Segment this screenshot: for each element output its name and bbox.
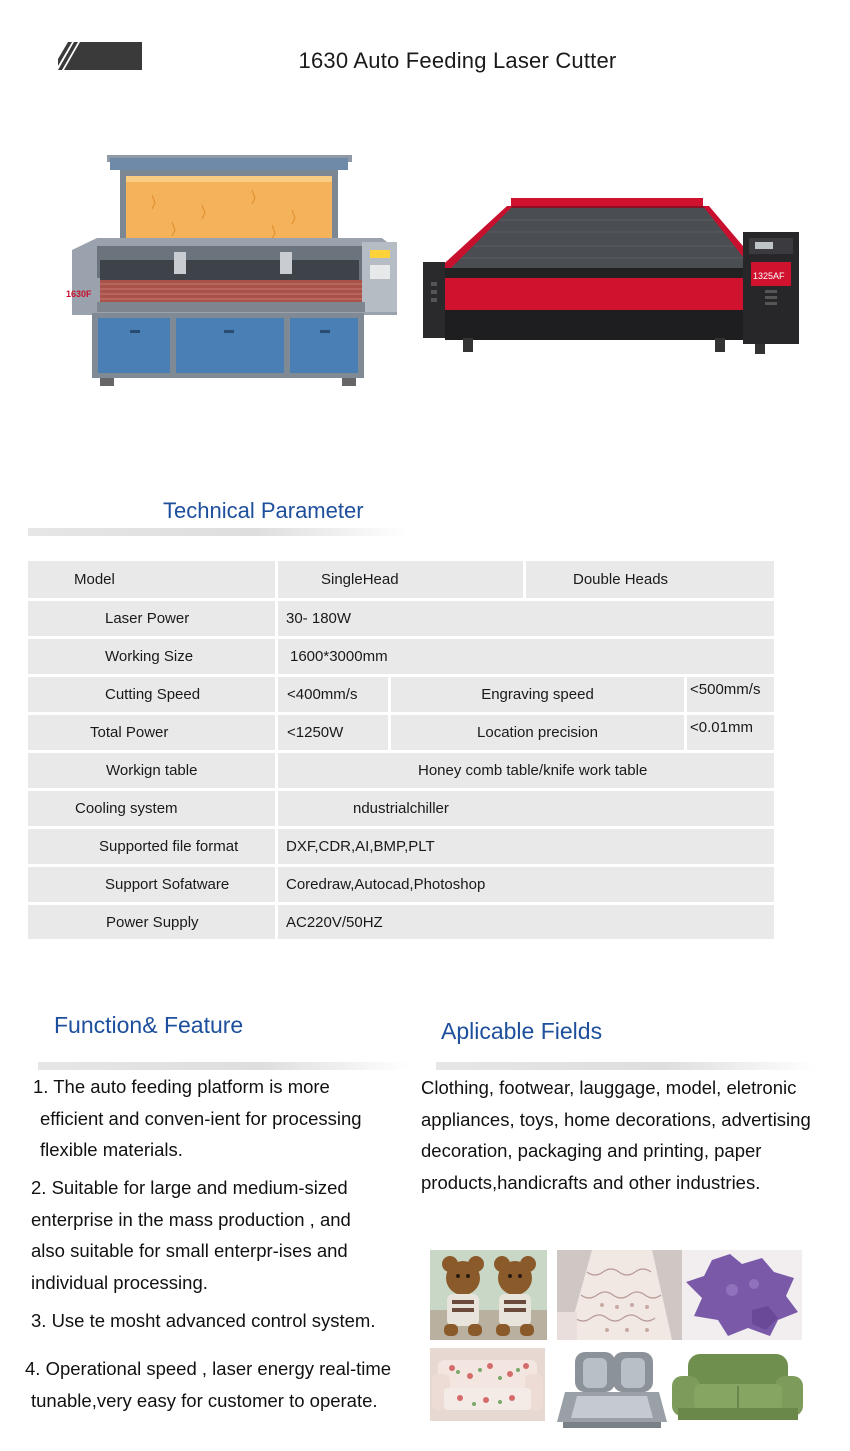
table-cell-label: Total Power	[28, 715, 275, 750]
table-cell-label: Engraving speed	[391, 677, 684, 712]
feature-item-4: 4. Operational speed , laser energy real-time tunable,very easy for customer to operate.	[25, 1358, 392, 1411]
table-cell-value: Double Heads	[526, 561, 774, 598]
spec-table	[28, 561, 774, 939]
table-cell-value: Honey comb table/knife work table	[278, 753, 774, 788]
table-cell-value: ndustrialchiller	[278, 791, 774, 826]
function-feature-rule	[38, 1062, 410, 1070]
table-cell-label: Power Supply	[28, 905, 275, 939]
table-cell-value: <500mm/s	[687, 677, 774, 712]
applicable-fields-heading: Aplicable Fields	[441, 1018, 603, 1044]
table-cell-value: <400mm/s	[278, 677, 388, 712]
page-title: 1630 Auto Feeding Laser Cutter	[298, 48, 617, 73]
function-feature-heading: Function& Feature	[54, 1012, 244, 1038]
table-cell-value: Coredraw,Autocad,Photoshop	[278, 867, 774, 902]
feature-item-1: 1. The auto feeding platform is more efficient and conven-ient for processing flexible materials.	[33, 1076, 362, 1160]
table-cell-value: 30- 180W	[278, 601, 774, 636]
applicable-fields-rule	[436, 1062, 816, 1070]
table-cell-label: Cutting Speed	[28, 677, 275, 712]
table-cell-label: Support Sofatware	[28, 867, 275, 902]
table-cell-value: DXF,CDR,AI,BMP,PLT	[278, 829, 774, 864]
technical-parameter-rule	[28, 528, 408, 536]
table-cell-label: Location precision	[391, 715, 684, 750]
table-cell-value: AC220V/50HZ	[278, 905, 774, 939]
table-cell-value: 1600*3000mm	[278, 639, 774, 674]
table-cell-label: Working Size	[28, 639, 275, 674]
table-cell-label: Workign table	[28, 753, 275, 788]
applicable-fields-text: Clothing, footwear, lauggage, model, eletronic appliances, toys, home decorations, advertising decoration, packaging and printing, paper products,handicrafts and other industries.	[421, 1077, 811, 1193]
green-sofa-sample-image	[670, 1348, 805, 1428]
double-head-machine-image	[415, 190, 807, 360]
felt-cutouts-sample-image	[682, 1250, 802, 1340]
table-cell-value: SingleHead	[278, 561, 523, 598]
table-cell-label: Supported file format	[28, 829, 275, 864]
teddy-bears-sample-image	[430, 1250, 547, 1340]
table-cell-label: Laser Power	[28, 601, 275, 636]
floral-sofa-sample-image	[430, 1348, 545, 1421]
single-head-model-label: 1630F	[66, 289, 92, 299]
single-head-machine-image	[52, 150, 402, 395]
feature-item-3: 3. Use te mosht advanced control system.	[31, 1310, 376, 1331]
table-cell-label: Model	[28, 561, 275, 598]
feature-item-2: 2. Suitable for large and medium-sized enterprise in the mass production , and also suitable for small enterpr-ises and individual processing.	[31, 1177, 351, 1293]
technical-parameter-heading: Technical Parameter	[163, 498, 364, 523]
table-cell-value: <1250W	[278, 715, 388, 750]
lace-dress-sample-image	[557, 1250, 682, 1340]
double-head-model-label: 1325AF	[753, 271, 785, 281]
table-cell-label: Cooling system	[28, 791, 275, 826]
table-cell-value: <0.01mm	[687, 715, 774, 750]
car-seat-sample-image	[557, 1348, 667, 1430]
